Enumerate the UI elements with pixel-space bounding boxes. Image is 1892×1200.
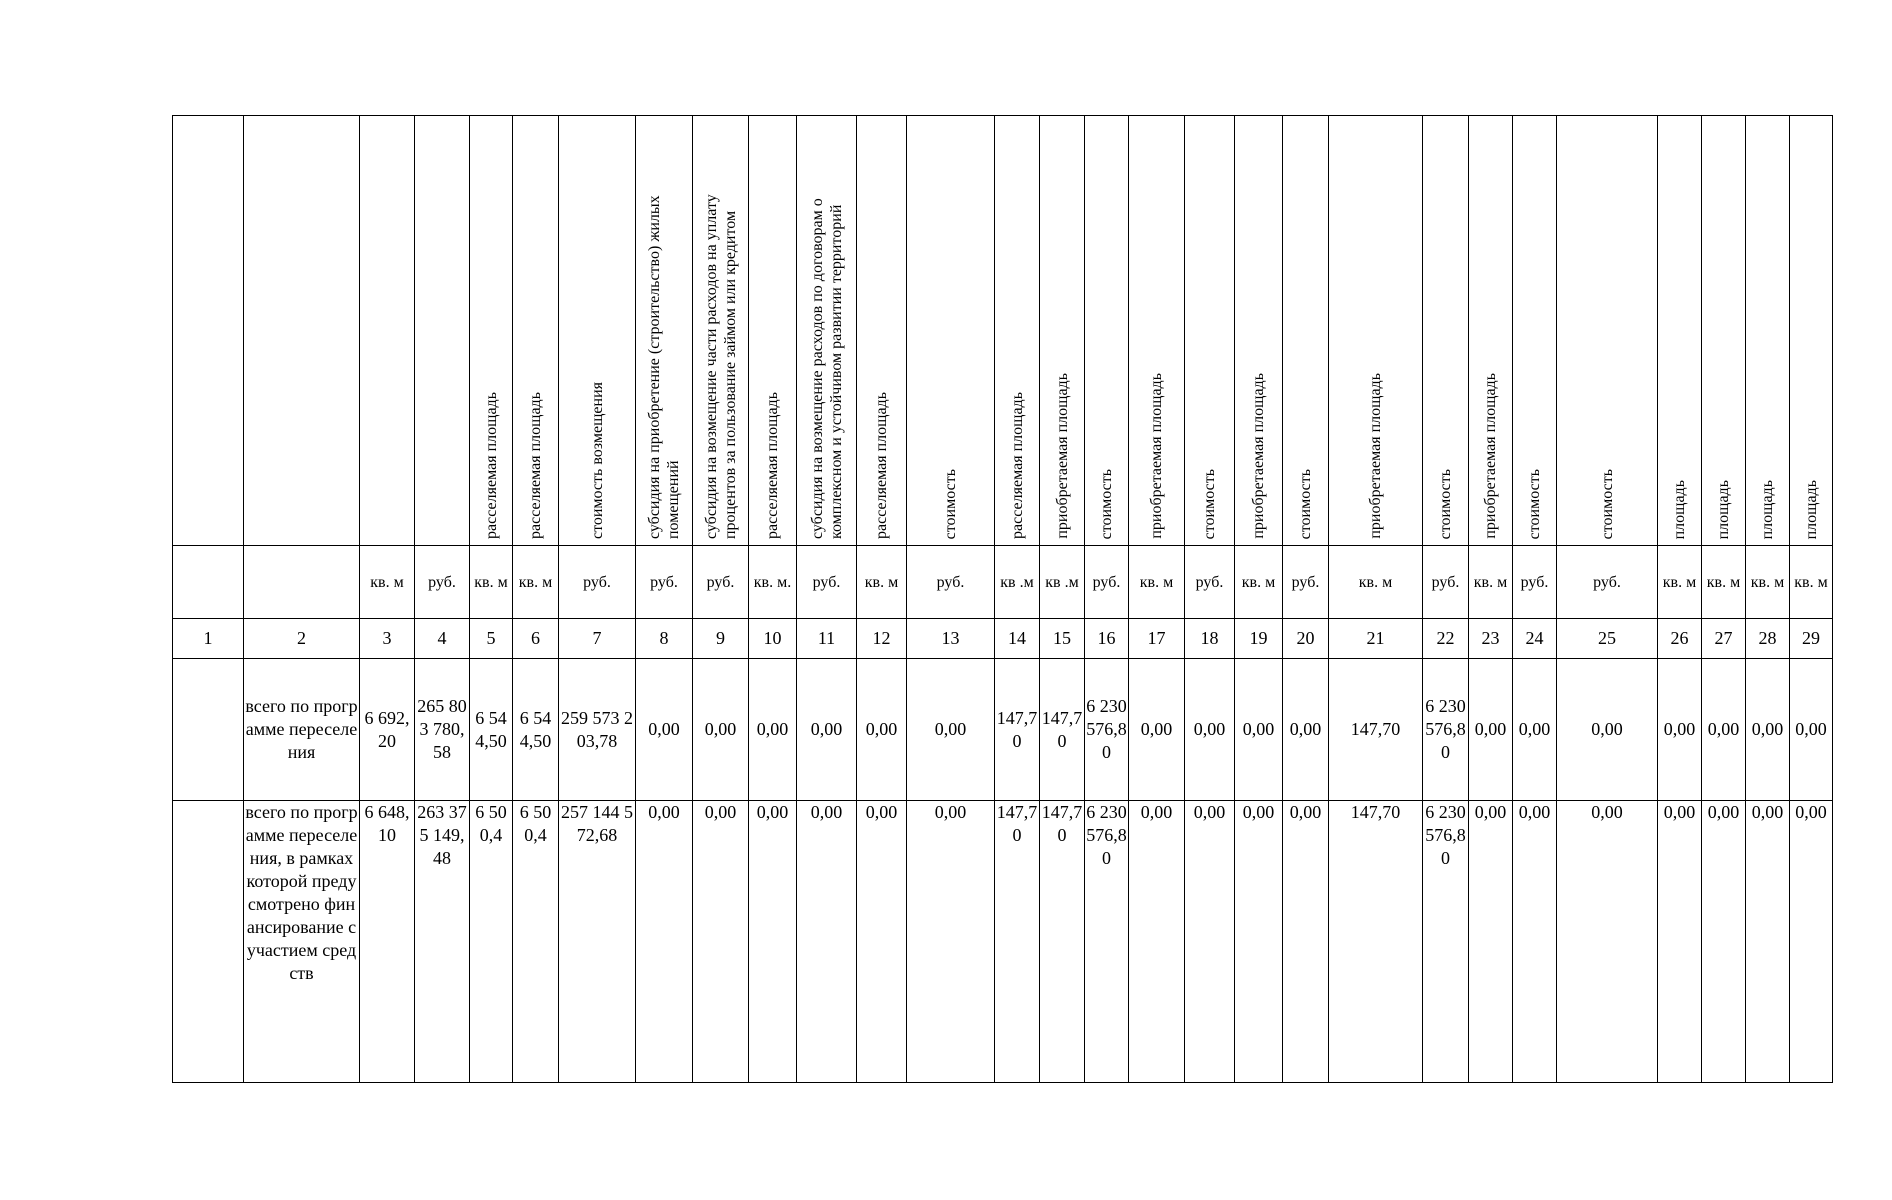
unit-cell-29: кв. м [1790, 546, 1833, 619]
unit-cell-18: руб. [1185, 546, 1235, 619]
column-header-29 [1790, 116, 1833, 546]
row-label: всего по программе переселения [244, 659, 360, 801]
unit-cell-11: руб. [797, 546, 857, 619]
column-header-10 [749, 116, 797, 546]
table-cell: 0,00 [693, 801, 749, 1083]
unit-cell-28: кв. м [1746, 546, 1790, 619]
unit-cell-3: кв. м [360, 546, 415, 619]
table-cell: 0,00 [1557, 659, 1658, 801]
column-header-4 [415, 116, 470, 546]
column-header-25 [1557, 116, 1658, 546]
table-cell: 0,00 [1513, 801, 1557, 1083]
column-header-22 [1423, 116, 1469, 546]
table-cell: 0,00 [1185, 801, 1235, 1083]
table-cell: 6 500,4 [470, 801, 513, 1083]
unit-cell-14: кв .м [995, 546, 1040, 619]
column-header-text: стоимость [1598, 468, 1616, 539]
table-cell: 6 500,4 [513, 801, 559, 1083]
table-cell: 0,00 [749, 659, 797, 801]
table-cell: 0,00 [1235, 801, 1283, 1083]
column-header-text: стоимость [1098, 468, 1115, 539]
table-cell: 0,00 [857, 801, 907, 1083]
column-number-5: 5 [470, 619, 513, 659]
unit-cell-13: руб. [907, 546, 995, 619]
column-number-22: 22 [1423, 619, 1469, 659]
column-header-text: субсидия на приобретение (строительство) жилых помещений [646, 195, 682, 539]
header-row [173, 116, 1833, 546]
table-cell: 0,00 [1129, 801, 1185, 1083]
column-header-26 [1658, 116, 1702, 546]
table-cell: 257 144 572,68 [559, 801, 636, 1083]
column-header-15 [1040, 116, 1085, 546]
column-number-1: 1 [173, 619, 244, 659]
column-number-16: 16 [1085, 619, 1129, 659]
table-cell [173, 659, 244, 801]
column-header-23 [1469, 116, 1513, 546]
column-header-17 [1129, 116, 1185, 546]
column-header-text: стоимость возмещения [588, 381, 606, 539]
table-cell: 0,00 [636, 659, 693, 801]
table-row [173, 801, 1833, 1083]
table-cell: 0,00 [1746, 659, 1790, 801]
unit-cell-25: руб. [1557, 546, 1658, 619]
column-header-8 [636, 116, 693, 546]
table-cell: 6 230 576,80 [1085, 659, 1129, 801]
column-header-text: площадь [1802, 479, 1820, 539]
column-header-7 [559, 116, 636, 546]
column-number-27: 27 [1702, 619, 1746, 659]
column-number-17: 17 [1129, 619, 1185, 659]
column-number-2: 2 [244, 619, 360, 659]
table-row [173, 659, 1833, 801]
table-cell: 147,70 [995, 801, 1040, 1083]
column-header-5 [470, 116, 513, 546]
column-header-text: стоимость [1201, 468, 1218, 539]
column-numbers-row [173, 619, 1833, 659]
unit-cell-17: кв. м [1129, 546, 1185, 619]
column-header-12 [857, 116, 907, 546]
table-cell: 0,00 [636, 801, 693, 1083]
table-cell: 6 544,50 [513, 659, 559, 801]
table-cell: 0,00 [857, 659, 907, 801]
column-header-text: стоимость [942, 468, 959, 539]
column-number-11: 11 [797, 619, 857, 659]
column-header-20 [1283, 116, 1329, 546]
column-number-25: 25 [1557, 619, 1658, 659]
column-number-8: 8 [636, 619, 693, 659]
table-cell: 0,00 [1185, 659, 1235, 801]
table-cell: 147,70 [1040, 659, 1085, 801]
table-cell: 0,00 [1658, 801, 1702, 1083]
row-label: всего по программе переселения, в рамках которой предусмотрено финансирование с участием средств [244, 801, 360, 1083]
column-header-text: расселяемая площадь [1008, 392, 1026, 539]
table-cell: 0,00 [1469, 659, 1513, 801]
column-header-28 [1746, 116, 1790, 546]
column-number-24: 24 [1513, 619, 1557, 659]
column-header-text: площадь [1715, 479, 1732, 539]
column-header-text: приобретаемая площадь [1250, 373, 1267, 539]
column-header-19 [1235, 116, 1283, 546]
unit-cell-15: кв .м [1040, 546, 1085, 619]
unit-cell-22: руб. [1423, 546, 1469, 619]
column-header-text: стоимость [1297, 468, 1314, 539]
table-cell: 6 230 576,80 [1423, 659, 1469, 801]
column-header-9 [693, 116, 749, 546]
table-cell: 0,00 [907, 659, 995, 801]
column-header-16 [1085, 116, 1129, 546]
table-cell: 0,00 [1469, 801, 1513, 1083]
table-cell: 147,70 [1040, 801, 1085, 1083]
column-header-27 [1702, 116, 1746, 546]
column-header-text: субсидия на возмещение части расходов на уплату процентов за пользование займом или кредитом [702, 194, 739, 539]
table-cell: 0,00 [797, 801, 857, 1083]
table-cell: 6 230 576,80 [1423, 801, 1469, 1083]
column-header-text: площадь [1759, 479, 1776, 539]
table-cell: 0,00 [1513, 659, 1557, 801]
table-cell: 0,00 [1702, 801, 1746, 1083]
table-cell: 0,00 [1790, 801, 1833, 1083]
table-cell: 0,00 [1557, 801, 1658, 1083]
column-number-28: 28 [1746, 619, 1790, 659]
column-number-21: 21 [1329, 619, 1423, 659]
unit-cell-5: кв. м [470, 546, 513, 619]
unit-cell-20: руб. [1283, 546, 1329, 619]
table-cell: 0,00 [907, 801, 995, 1083]
column-number-9: 9 [693, 619, 749, 659]
unit-cell-1 [173, 546, 244, 619]
table-cell: 6 648,10 [360, 801, 415, 1083]
column-header-21 [1329, 116, 1423, 546]
column-number-13: 13 [907, 619, 995, 659]
unit-cell-7: руб. [559, 546, 636, 619]
table-cell: 6 544,50 [470, 659, 513, 801]
table-cell: 6 230 576,80 [1085, 801, 1129, 1083]
resettlement-program-table [172, 115, 1833, 1083]
unit-cell-24: руб. [1513, 546, 1557, 619]
unit-cell-4: руб. [415, 546, 470, 619]
table-cell: 0,00 [1129, 659, 1185, 801]
table-cell: 265 803 780,58 [415, 659, 470, 801]
table-cell: 0,00 [1235, 659, 1283, 801]
unit-cell-12: кв. м [857, 546, 907, 619]
column-header-11 [797, 116, 857, 546]
column-number-19: 19 [1235, 619, 1283, 659]
column-header-14 [995, 116, 1040, 546]
column-header-6 [513, 116, 559, 546]
unit-cell-26: кв. м [1658, 546, 1702, 619]
column-header-text: стоимость [1437, 468, 1454, 539]
column-number-3: 3 [360, 619, 415, 659]
table-cell: 147,70 [1329, 801, 1423, 1083]
column-number-14: 14 [995, 619, 1040, 659]
unit-cell-8: руб. [636, 546, 693, 619]
unit-cell-6: кв. м [513, 546, 559, 619]
column-header-text: приобретаемая площадь [1053, 373, 1071, 539]
column-header-text: приобретаемая площадь [1482, 373, 1499, 539]
column-number-26: 26 [1658, 619, 1702, 659]
table-cell: 147,70 [995, 659, 1040, 801]
column-header-2 [244, 116, 360, 546]
table-cell: 0,00 [1283, 801, 1329, 1083]
column-header-text: площадь [1671, 479, 1688, 539]
table-cell: 6 692,20 [360, 659, 415, 801]
column-number-23: 23 [1469, 619, 1513, 659]
unit-cell-2 [244, 546, 360, 619]
column-header-18 [1185, 116, 1235, 546]
table-cell: 0,00 [1658, 659, 1702, 801]
column-number-10: 10 [749, 619, 797, 659]
column-header-1 [173, 116, 244, 546]
column-header-text: субсидия на возмещение расходов по договорам о комплексном и устойчивом развитии территорий [808, 198, 845, 539]
column-number-18: 18 [1185, 619, 1235, 659]
table-cell [173, 801, 244, 1083]
column-number-15: 15 [1040, 619, 1085, 659]
column-header-13 [907, 116, 995, 546]
column-header-text: стоимость [1526, 468, 1543, 539]
column-number-20: 20 [1283, 619, 1329, 659]
unit-cell-16: руб. [1085, 546, 1129, 619]
table-cell: 0,00 [693, 659, 749, 801]
column-header-text: приобретаемая площадь [1367, 373, 1384, 539]
table-cell: 0,00 [1283, 659, 1329, 801]
unit-cell-23: кв. м [1469, 546, 1513, 619]
table-cell: 0,00 [1746, 801, 1790, 1083]
units-row [173, 546, 1833, 619]
column-header-text: расселяемая площадь [527, 392, 544, 539]
unit-cell-19: кв. м [1235, 546, 1283, 619]
table-cell: 147,70 [1329, 659, 1423, 801]
table-cell: 263 375 149,48 [415, 801, 470, 1083]
column-number-6: 6 [513, 619, 559, 659]
column-header-text: расселяемая площадь [873, 392, 890, 539]
column-header-text: приобретаемая площадь [1148, 373, 1165, 539]
column-number-12: 12 [857, 619, 907, 659]
column-number-4: 4 [415, 619, 470, 659]
column-number-7: 7 [559, 619, 636, 659]
table-cell: 0,00 [1702, 659, 1746, 801]
column-header-24 [1513, 116, 1557, 546]
unit-cell-21: кв. м [1329, 546, 1423, 619]
table-cell: 0,00 [797, 659, 857, 801]
table-cell: 0,00 [749, 801, 797, 1083]
unit-cell-10: кв. м. [749, 546, 797, 619]
column-header-3 [360, 116, 415, 546]
unit-cell-27: кв. м [1702, 546, 1746, 619]
column-number-29: 29 [1790, 619, 1833, 659]
table-cell: 259 573 203,78 [559, 659, 636, 801]
unit-cell-9: руб. [693, 546, 749, 619]
column-header-text: расселяемая площадь [764, 392, 781, 539]
table-cell: 0,00 [1790, 659, 1833, 801]
column-header-text: расселяемая площадь [482, 392, 500, 539]
